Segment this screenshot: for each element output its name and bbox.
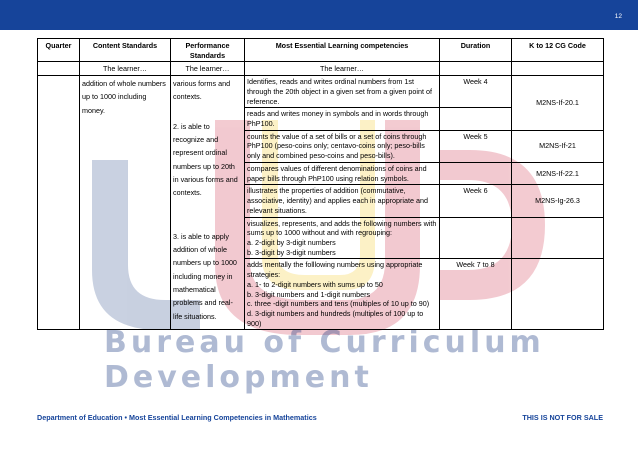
duration-cell [440, 217, 512, 259]
subheader-row [38, 62, 604, 76]
competency-cell: adds mentally the folllowing numbers using appropriate strategies: a. 1- to 2-digit numbers with sums up to 50 b. 3-digit numbers and 1-digit numbers c. three -digit numbers and tens (multiples of 10 up to 90) d. 3-digit numbers and hundreds (multiples of 100 up to 900) [245, 259, 440, 330]
code-cell: M2NS-Ig-26.3 [512, 185, 604, 217]
competency-cell: illustrates the properties of addition (commutative, associative, identity) and applies each in appropriate and relevant situations. [245, 185, 440, 217]
code-cell: M2NS-If-21 [512, 130, 604, 162]
code-cell: M2NS-If-22.1 [512, 162, 604, 184]
col-performance-standards: Performance Standards [171, 39, 245, 62]
sub-competencies: The learner… [245, 62, 440, 76]
footer-left-text: Department of Education • Most Essential Learning Competencies in Mathematics [37, 413, 317, 422]
duration-cell: Week 4 [440, 76, 512, 108]
col-cg-code: K to 12 CG Code [512, 39, 604, 62]
competency-cell: Identifies, reads and writes ordinal numbers from 1st through the 20th object in a given set from a given point of reference. [245, 76, 440, 108]
sub-quarter [38, 62, 80, 76]
sub-code [512, 62, 604, 76]
col-duration: Duration [440, 39, 512, 62]
duration-cell [440, 162, 512, 184]
header-bar [0, 0, 638, 30]
competency-cell: visualizes, represents, and adds the following numbers with sums up to 1000 without and with regrouping: a. 2-digit by 3-digit numbers b. 3-digit by 3-digit numbers [245, 217, 440, 259]
duration-cell [440, 108, 512, 130]
sub-content: The learner… [80, 62, 171, 76]
duration-cell: Week 7 to 8 [440, 259, 512, 330]
sub-performance: The learner… [171, 62, 245, 76]
code-cell [512, 217, 604, 259]
quarter-cell [38, 76, 80, 330]
performance-item-2: 2. is able to recognize and represent ordinal numbers up to 20th in various forms and contexts. [173, 121, 238, 198]
page-footer [37, 413, 603, 422]
header-row [38, 39, 604, 62]
col-quarter: Quarter [38, 39, 80, 62]
competency-cell: counts the value of a set of bills or a set of coins through PhP100 (peso-coins only; centavo-coins only; peso-bills only and combined peso-coins and peso-bills). [245, 130, 440, 162]
col-competencies: Most Essential Learning competencies [245, 39, 440, 62]
code-cell [512, 259, 604, 330]
code-cell: M2NS-If-20.1 [512, 76, 604, 131]
content-standards-cell: addition of whole numbers up to 1000 including money. [80, 76, 171, 330]
col-content-standards: Content Standards [80, 39, 171, 62]
watermark-text: Bureau of Curriculum Development [104, 325, 545, 395]
competency-cell: reads and writes money in symbols and in words through PhP100. [245, 108, 440, 130]
competency-cell: compares values of different denominations of coins and paper bills through PhP100 using relation symbols. [245, 162, 440, 184]
duration-cell: Week 6 [440, 185, 512, 217]
page-number: 12 [614, 13, 622, 20]
performance-standards-cell [171, 76, 245, 330]
table-row [38, 76, 604, 108]
performance-item-1: various forms and contexts. [173, 79, 231, 102]
competencies-table [37, 38, 604, 330]
performance-item-3: 3. is able to apply addition of whole numbers up to 1000 including money in mathematical problems and real-life situations. [173, 231, 237, 321]
duration-cell: Week 5 [440, 130, 512, 162]
sub-duration [440, 62, 512, 76]
footer-right-text: THIS IS NOT FOR SALE [522, 413, 603, 422]
